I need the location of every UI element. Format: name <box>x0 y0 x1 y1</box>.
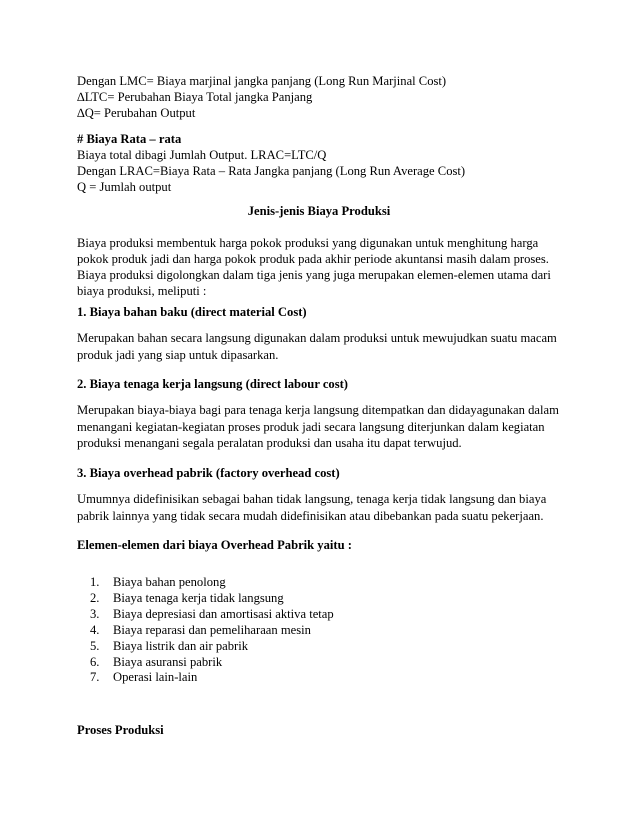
text-line: Biaya produksi digolongkan dalam tiga jenis yang juga merupakan elemen-elemen utama dari <box>77 268 551 282</box>
text-line: Biaya produksi membentuk harga pokok produksi yang digunakan untuk menghitung harga <box>77 236 539 250</box>
text-line: Biaya total dibagi Jumlah Output. LRAC=LTC/Q <box>77 148 327 162</box>
overhead-heading: Elemen-elemen dari biaya Overhead Pabrik yaitu : <box>77 538 352 552</box>
list-item <box>90 575 334 591</box>
item3-text: Umumnya didefinisikan sebagai bahan tidak langsung, tenaga kerja tidak langsung dan biaya pabrik lainnya yang tidak secara mudah didefinisikan atau dibebankan pada suatu pekerjaan. <box>77 492 547 523</box>
list-text: Biaya depresiasi dan amortisasi aktiva tetap <box>113 606 334 621</box>
list-item <box>90 639 334 655</box>
final-heading: Proses Produksi <box>77 723 164 737</box>
item2-text: Merupakan biaya-biaya bagi para tenaga kerja langsung ditempatkan dan didayagunakan dalam menangani kegiatan-kegiatan proses produk jadi secara langsung diterjunkan dalam kegiatan produksi menangani segala peralatan produksi dan usaha itu dapat terwujud. <box>77 403 559 451</box>
list-number: 1. <box>90 575 100 589</box>
overhead-list <box>90 575 334 686</box>
list-number: 7. <box>90 670 100 685</box>
list-item <box>90 670 334 686</box>
list-text: Biaya bahan penolong <box>113 575 226 589</box>
list-text: Operasi lain-lain <box>113 670 198 685</box>
list-number: 4. <box>90 622 100 637</box>
avg-cost-heading: # Biaya Rata – rata <box>77 132 182 146</box>
list-text: Biaya tenaga kerja tidak langsung <box>113 590 284 605</box>
list-item <box>90 591 334 607</box>
item1-heading: 1. Biaya bahan baku (direct material Cost) <box>77 305 307 319</box>
section-title: Jenis-jenis Biaya Produksi <box>247 204 391 218</box>
list-item <box>90 623 334 639</box>
list-text: Biaya reparasi dan pemeliharaan mesin <box>113 622 311 637</box>
text-line: Q = Jumlah output <box>77 180 172 194</box>
list-number: 2. <box>90 590 100 605</box>
text-line: Dengan LRAC=Biaya Rata – Rata Jangka panjang (Long Run Average Cost) <box>77 164 466 178</box>
list-number: 5. <box>90 638 100 653</box>
list-item <box>90 655 334 671</box>
list-text: Biaya asuransi pabrik <box>113 654 223 669</box>
list-number: 6. <box>90 654 100 669</box>
list-item <box>90 607 334 623</box>
text-line: biaya produksi, meliputi : <box>77 284 207 298</box>
list-text: Biaya listrik dan air pabrik <box>113 638 248 653</box>
item3-heading: 3. Biaya overhead pabrik (factory overhead cost) <box>77 466 340 480</box>
text-line: ∆Q= Perubahan Output <box>77 106 196 120</box>
item1-text: Merupakan bahan secara langsung digunakan dalam produksi untuk mewujudkan suatu macam produk jadi yang siap untuk dipasarkan. <box>77 331 557 362</box>
text-line: Dengan LMC= Biaya marjinal jangka panjang (Long Run Marjinal Cost) <box>77 74 447 88</box>
text-line: pokok produk jadi dan harga pokok produk pada akhir periode akuntansi masih dalam proses. <box>77 252 549 266</box>
text-line: ∆LTC= Perubahan Biaya Total jangka Panjang <box>77 90 313 104</box>
item2-heading: 2. Biaya tenaga kerja langsung (direct labour cost) <box>77 377 348 391</box>
list-number: 3. <box>90 606 100 621</box>
